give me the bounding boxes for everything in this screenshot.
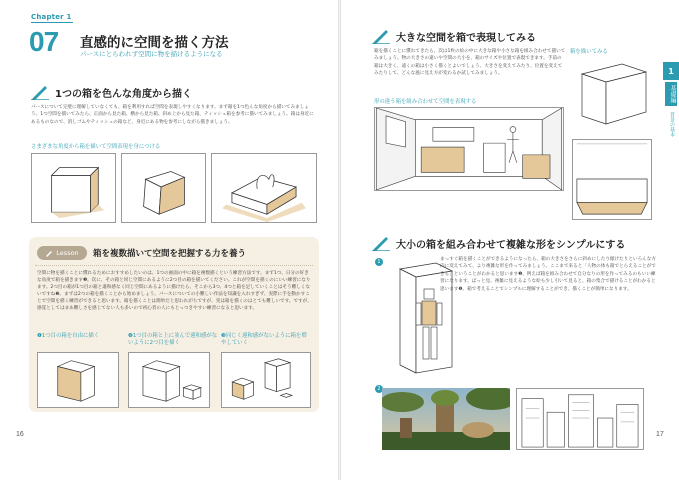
paragraph-combine: まっすぐ箱を描くことができるようになったら、箱の大きさをさらに斜めにしたり傾けたりといろんな方向に変えてみて、より複雑な形を作ってみましょう。ここまで来ると「人物の体も箱でとらえることができる」ということがわかると思います❶。例えば箱を組み合わせて自分なりの形を作ってみるのもいい練習になります。ぱっと見、複雑に見えるような絵も少し引いて見ると、箱の集合で描けることがわかると思います❷。箱で考えることでシンプルに理解することができ、描くことが簡単になります。 [440, 257, 656, 292]
lesson-text: 空間に物を描くことに慣れるためにおすすめしたいのは、1つの画面の中に箱を複数描くという練習方法です。まず1つ、日分の好きな角度で箱を描きます❶。次に、その箱と同じ空間にあるように2つ目の箱を描いてください。これが空間を描くのにいい練習になります。2つ目の箱が1つ目の箱と違和感なく同じ空間にあるように描けたら、そこから3つ、4つと箱を足していくことはそう難しくないですね❸。まずは2つの箱を描くことから始めましょう。パースについての小難しい作法を知識を入れすぎず、実際に手を動かすことで空間を描く練習ができると思います。箱を描くことは簡単だと思われがちですが、実は箱を描くのはとても難しいです。ですが、感覚としてはまあ難しさを感じてない人も多いので初心者の人にもとっつきやすい練習になると思います。 [37, 271, 312, 311]
section-subtitle: パースにとらわれず空間に物を描けるようになる [80, 50, 223, 58]
heading-text: 大きな空間を箱で表現してみる [396, 32, 536, 44]
city-line-art [516, 388, 644, 450]
lesson-title: 箱を複数描いて空間を把握する力を養う [93, 249, 247, 259]
chapter-tab-number[interactable]: 1 [663, 62, 679, 80]
step-two-illustration [128, 352, 210, 408]
section-number: 07 [29, 26, 59, 57]
chapter-tab-sublabel: 背景の基本 [669, 112, 675, 137]
marker-one: 1 [375, 258, 383, 266]
heading-combine-boxes [372, 235, 625, 251]
lesson-divider [35, 265, 313, 266]
page-number-right: 17 [656, 431, 664, 438]
box-sketch-top [572, 56, 652, 130]
caption-combined-boxes: 形の違う箱を組み合わせて空間を表現する [374, 99, 477, 105]
pen-icon [31, 84, 49, 100]
fantasy-landscape-image [382, 388, 510, 450]
step-three-illustration [221, 352, 311, 408]
paragraph-big-space: 箱を描くことに慣れてきたら、次は1枚の絵の中に大きな箱や小さな箱を組み合わせて描いてみましょう。物の大きさの違いや空間の大小を、箱のサイズや位置で表現できます。手前の箱は大きく、遠くの箱は小さく描くとよいでしょう。大きさを変えてみたり、位置を変えてみたりして、どんな風に見え方が変わるか試してみましょう。 [374, 49, 566, 77]
heading-one-box [31, 84, 192, 100]
step-three-caption: ❸同じく違和感がないように箱を増やしていく [221, 333, 307, 346]
heading-big-space [372, 28, 536, 44]
box-front-illustration [31, 153, 116, 223]
pencil-icon [45, 249, 53, 257]
marker-two: 2 [375, 385, 383, 393]
caption-angles: さまざまな角度から箱を描いて空間表現を身につける [31, 144, 161, 150]
pen-icon [372, 235, 390, 251]
box-tilted-illustration [121, 153, 206, 223]
pen-icon [372, 28, 390, 44]
lesson-badge [37, 246, 87, 260]
chapter-tag: Chapter 1 [31, 13, 72, 21]
step-one-caption: ❶1つ目の箱を自由に描く [37, 333, 100, 339]
heading-text: 大小の箱を組み合わせて複雑な形をシンプルにする [396, 239, 626, 251]
step-one-illustration [37, 352, 119, 408]
room-scene-illustration [374, 107, 564, 191]
lesson-badge-label: Lesson [56, 249, 79, 257]
left-page [0, 0, 339, 480]
page-number-left: 16 [16, 431, 24, 438]
tissue-box-illustration [211, 153, 317, 223]
lesson-panel [29, 237, 319, 412]
step-two-caption: ❷1つ目の箱と上に並んで違和感がないように2つ目を描く [128, 333, 218, 346]
caption-draw-box: 箱を描いてみる [570, 49, 608, 55]
chapter-rule [31, 22, 73, 23]
section-title: 直感的に空間を描く方法 [80, 35, 229, 51]
box-sketch-bottom [572, 139, 652, 220]
heading-text: 1つの箱を色んな角度から描く [55, 88, 192, 100]
paragraph-intro: パースについて完璧に理解していなくても、箱を利用すれば空間を表現しやすくなります。まず箱を1つ色んな角度から描いてみましょう。1つ空間を描いてみたら、正面から見た箱、横から見た箱、斜め上から見た箱、ティッシュ箱を参考に描いてみましょう。箱は身近にあるものなので、消しゴムやティッシュの箱など、身近にある物を参考にしながら描きましょう。 [31, 105, 314, 125]
chapter-tab-label[interactable]: 基礎編 [665, 82, 677, 106]
right-page [340, 0, 679, 480]
